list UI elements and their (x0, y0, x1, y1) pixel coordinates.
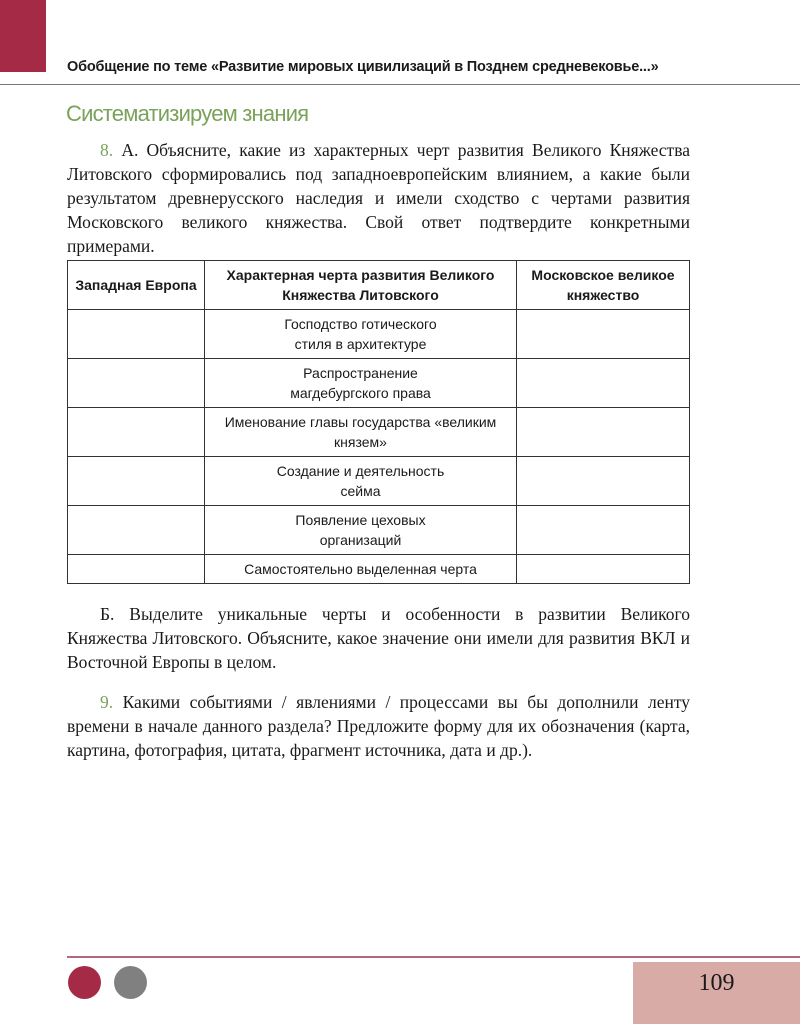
task-number: 9. (100, 692, 114, 712)
task-8-text (67, 138, 690, 258)
column-header: Московское великое княжество (517, 261, 690, 310)
task-9-body: Какими событиями / явлениями / процессами вы бы дополнили ленту времени в начале данного раздела? Предложите форму для их обозначения (карта, картина, фотография, цитата, фрагмент источника, дата и др.). (67, 692, 690, 760)
task-number: 8. (100, 140, 114, 160)
table-row (68, 310, 690, 359)
feature-cell: Появление цеховых организаций (205, 506, 517, 555)
red-circle-icon (68, 966, 101, 999)
header-divider (0, 84, 800, 85)
feature-cell: Именование главы государства «великим князем» (205, 408, 517, 457)
running-header: Обобщение по теме «Развитие мировых цивилизаций в Позднем средневековье...» (67, 59, 659, 75)
section-title: Систематизируем знания (66, 101, 309, 126)
feature-cell: Господство готического стиля в архитектуре (205, 310, 517, 359)
column-header: Характерная черта развития Великого Княжества Литовского (205, 261, 517, 310)
footer-divider (67, 956, 800, 958)
feature-cell: Распространение магдебургского права (205, 359, 517, 408)
feature-cell: Самостоятельно выделенная черта (205, 555, 517, 584)
page-number: 109 (698, 970, 735, 996)
task-9-text (67, 690, 690, 762)
table-row (68, 457, 690, 506)
corner-tab (0, 0, 46, 72)
table-row (68, 359, 690, 408)
table-row (68, 506, 690, 555)
table-row (68, 555, 690, 584)
task-8-body: А. Объясните, какие из характерных черт развития Великого Княжества Литовского сформировались под западноевропейским влиянием, а какие были результатом древнерусского наследия и имели сходство с чертами развития Московского великого княжества. Свой ответ подтвердите конкретными примерами. (67, 140, 690, 256)
gray-circle-icon (114, 966, 147, 999)
feature-cell: Создание и деятельность сейма (205, 457, 517, 506)
table-row (68, 408, 690, 457)
page-number-box (633, 962, 800, 1024)
comparison-table (67, 260, 690, 584)
task-8-part-b: Б. Выделите уникальные черты и особенности в развитии Великого Княжества Литовского. Объясните, какое значение они имели для развития ВКЛ и Восточной Европы в целом. (67, 604, 690, 672)
column-header: Западная Европа (68, 261, 205, 310)
